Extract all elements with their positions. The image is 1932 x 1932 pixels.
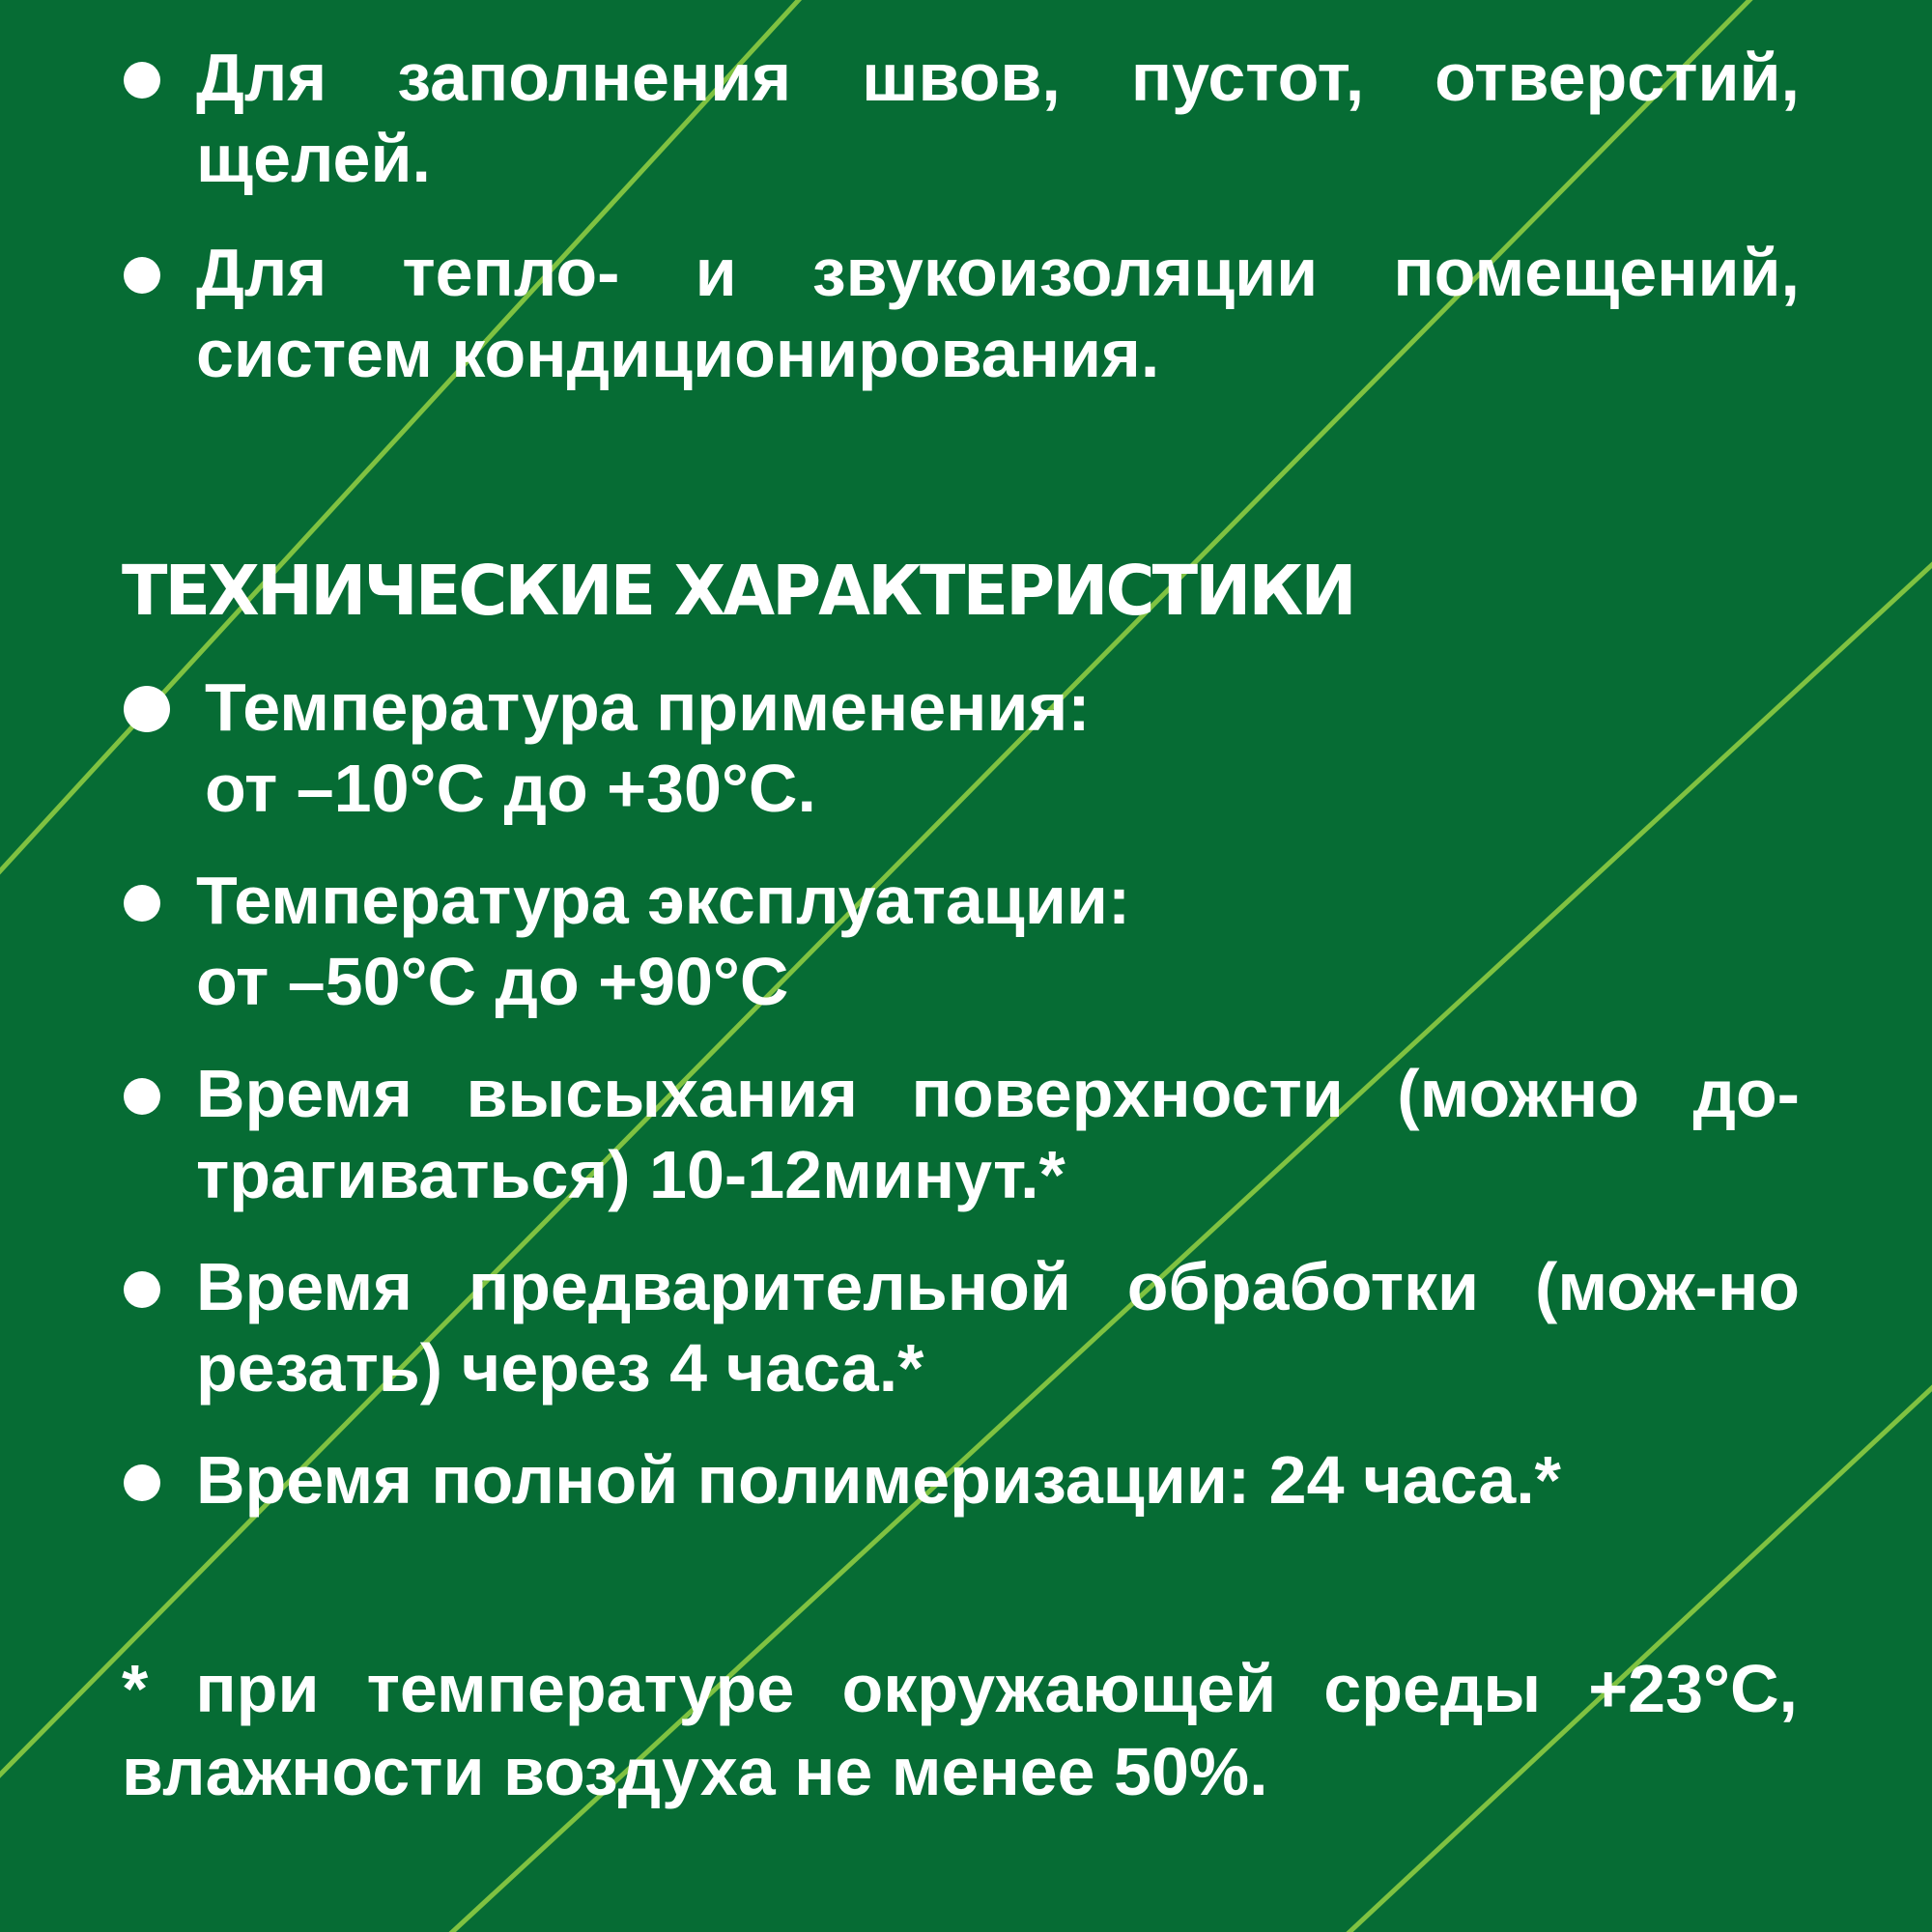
bullet-dot-icon: [124, 1464, 160, 1501]
spec-item-label: Температура применения:: [205, 669, 1091, 745]
usage-list: [124, 37, 1800, 394]
section-title: ТЕХНИЧЕСКИЕ ХАРАКТЕРИСТИКИ: [122, 551, 1354, 631]
usage-item: [124, 232, 1800, 394]
bullet-dot-icon: [124, 1271, 160, 1308]
spec-item-text: Время полной полимеризации: 24 часа.*: [196, 1442, 1561, 1518]
bullet-dot-icon: [124, 686, 170, 732]
bullet-dot-icon: [124, 1078, 160, 1115]
spec-item-label: Температура эксплуатации:: [196, 863, 1131, 938]
spec-item: [124, 860, 1800, 1022]
bullet-dot-icon: [124, 257, 160, 294]
spec-item-text: Время предварительной обработки (мож-но резать) через 4 часа.*: [196, 1249, 1800, 1406]
spec-item: [124, 1439, 1800, 1520]
bullet-dot-icon: [124, 62, 160, 99]
spec-item-value: от –50°C до +90°C: [196, 944, 789, 1019]
usage-item-text: Для заполнения швов, пустот, отверстий, щелей.: [196, 40, 1800, 196]
usage-item: [124, 37, 1800, 199]
footnote: * при температуре окружающей среды +23°C, влажности воздуха не менее 50%.: [122, 1651, 1798, 1809]
spec-item: [124, 667, 1800, 829]
spec-item: [124, 1246, 1800, 1408]
spec-item-value: от –10°C до +30°C.: [205, 751, 816, 826]
spec-item-text: Время высыхания поверхности (можно до-трагиваться) 10-12минут.*: [196, 1056, 1800, 1212]
bullet-dot-icon: [124, 885, 160, 922]
specs-list: [124, 667, 1800, 1520]
spec-item: [124, 1053, 1800, 1215]
usage-item-text: Для тепло- и звукоизоляции помещений, систем кондиционирования.: [196, 235, 1800, 391]
